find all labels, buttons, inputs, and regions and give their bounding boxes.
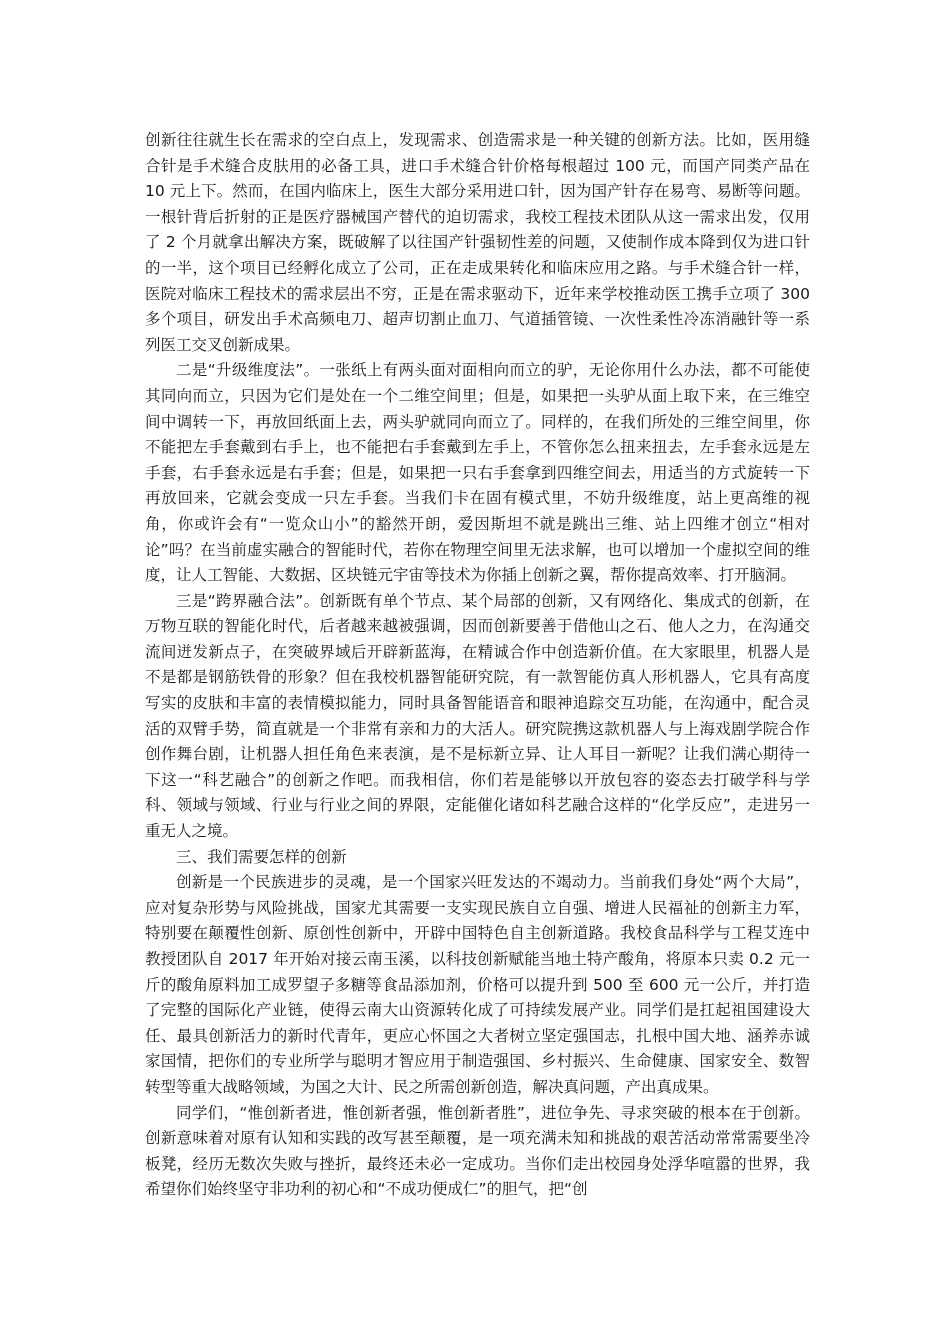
section-heading: 三、我们需要怎样的创新	[176, 847, 347, 866]
paragraph-students-innovation: 同学们，“惟创新者进，惟创新者强，惟创新者胜”，进位争先、寻求突破的根本在于创新。创新意味着对原有认知和实践的改写甚至颠覆，是一项充满未知和挑战的艰苦活动常常需要坐冷板凳，经历无数次失败与挫折，最终还未必一定成功。当你们走出校园身处浮华喧嚣的世界，我希望你们始终坚守非功利的初心和“不成功便成仁”的胆气，把“创	[145, 1103, 810, 1199]
paragraph-upgrade-dimension: 二是“升级维度法”。一张纸上有两头面对面相向而立的驴，无论你用什么办法，都不可能使其同向而立，只因为它们是处在一个二维空间里；但是，如果把一头驴从面上取下来，在三维空间中调转一下，再放回纸面上去，两头驴就同向而立了。同样的，在我们所处的三维空间里，你不能把左手套戴到右手上，也不能把右手套戴到左手上，不管你怎么扭来扭去，左手套永远是左手套，右手套永远是右手套；但是，如果把一只右手套拿到四维空间去，用适当的方式旋转一下再放回来，它就会变成一只左手套。当我们卡在固有模式里，不妨升级维度，站上更高维的视角，你或许会有“一览众山小”的豁然开朗，爱因斯坦不就是跳出三维、站上四维才创立“相对论”吗？在当前虚实融合的智能时代，若你在物理空间里无法求解，也可以增加一个虚拟空间的维度，让人工智能、大数据、区块链元宇宙等技术为你插上创新之翼，帮你提高效率、打开脑洞。	[145, 361, 810, 585]
paragraph-demand-innovation: 创新往往就生长在需求的空白点上，发现需求、创造需求是一种关键的创新方法。比如，医用缝合针是手术缝合皮肤用的必备工具，进口手术缝合针价格每根超过 100 元，而国产同类产品在 10 元上下。然而，在国内临床上，医生大部分采用进口针，因为国产针存在易弯、易断等问题。一根针背后折射的正是医疗器械国产替代的迫切需求，我校工程技术团队从这一需求出发，仅用了 2 个月就拿出解决方案，既破解了以往国产针强韧性差的问题，又使制作成本降到仅为进口针的一半，这个项目已经孵化成立了公司，正在走成果转化和临床应用之路。与手术缝合针一样，医院对临床工程技术的需求层出不穷，正是在需求驱动下，近年来学校推动医工携手立项了 300 多个项目，研发出手术高频电刀、超声切割止血刀、气道插管镜、一次性柔性冷冻消融针等一系列医工交叉创新成果。	[145, 131, 810, 354]
paragraph-crossover-fusion: 三是“跨界融合法”。创新既有单个节点、某个局部的创新，又有网络化、集成式的创新，在万物互联的智能化时代，后者越来越被强调，因而创新要善于借他山之石、他人之力，在沟通交流间迸发新点子，在突破界域后开辟新蓝海，在精诚合作中创造新价值。在大家眼里，机器人是不是都是钢筋铁骨的形象？但在我校机器智能研究院，有一款智能仿真人形机器人，它具有高度写实的皮肤和丰富的表情模拟能力，同时具备智能语音和眼神追踪交互功能，在沟通中，配合灵活的双臂手势，简直就是一个非常有亲和力的大活人。研究院携这款机器人与上海戏剧学院合作创作舞台剧，让机器人担任角色来表演，是不是标新立异、让人耳目一新呢？让我们满心期待一下这一“科艺融合”的创新之作吧。而我相信，你们若是能够以开放包容的姿态去打破学科与学科、领域与领域、行业与行业之间的界限，定能催化诸如科艺融合这样的“化学反应”，走进另一重无人之境。	[145, 591, 810, 841]
document-body	[145, 128, 810, 1203]
paragraph-national-innovation: 创新是一个民族进步的灵魂，是一个国家兴旺发达的不竭动力。当前我们身处“两个大局”，应对复杂形势与风险挑战，国家尤其需要一支实现民族自立自强、增进人民福祉的创新主力军，特别要在颠覆性创新、原创性创新中，开辟中国特色自主创新道路。我校食品科学与工程艾连中教授团队自 2017 年开始对接云南玉溪，以科技创新赋能当地土特产酸角，将原本只卖 0.2 元一斤的酸角原料加工成罗望子多糖等食品添加剂，价格可以提升到 500 至 600 元一公斤，并打造了完整的国际化产业链，使得云南大山资源转化成了可持续发展产业。同学们是扛起祖国建设大任、最具创新活力的新时代青年，更应心怀国之大者树立坚定强国志，扎根中国大地、涵养赤诚家国情，把你们的专业所学与聪明才智应用于制造强国、乡村振兴、生命健康、国家安全、数智转型等重大战略领域，为国之大计、民之所需创新创造，解决真问题，产出真成果。	[145, 873, 810, 1096]
